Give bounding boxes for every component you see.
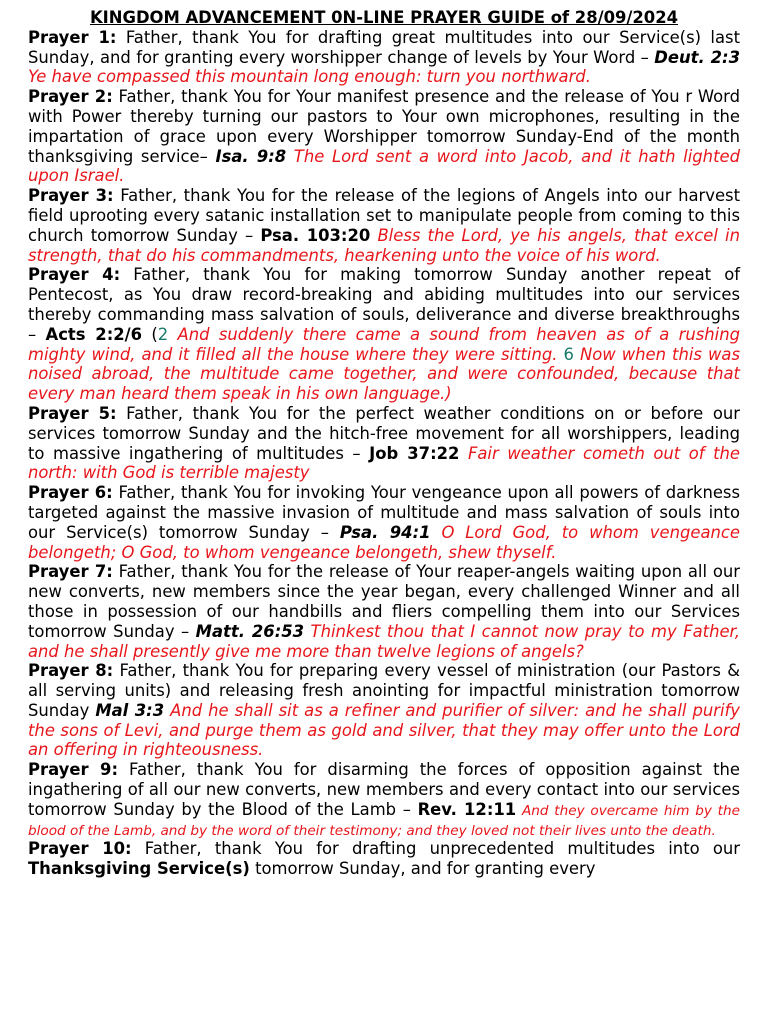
prayer-7	[28, 562, 740, 661]
prayer-5-text: Father, thank You for the perfect weather conditions on or before our services tomorrow Sunday and the hitch-free movement for all worshippers, leading to massive ingathering of multitudes –	[28, 403, 740, 463]
prayer-1	[28, 28, 740, 87]
prayer-8-reference: Mal 3:3	[95, 700, 165, 720]
prayer-8-verse: And he shall sit as a refiner and purifier of silver: and he shall purify the sons of Levi, and purge them as gold and silver, that they may offer unto the Lord an offering in righteousness.	[28, 700, 740, 760]
prayer-4	[28, 265, 740, 404]
prayer-7-text: Father, thank You for the release of Your reaper-angels waiting upon all our new converts, new members since the year began, every challenged Winner and all those in possession of our handbills and fliers compelling them into our Services tomorrow Sunday –	[28, 562, 741, 641]
prayer-4-verse-number-2: 2	[157, 324, 169, 344]
prayer-10-service-name: Thanksgiving Service(s)	[28, 859, 250, 879]
prayer-6-text: Father, thank You for invoking Your vengeance upon all powers of darkness targeted against the massive invasion of multitude and mass salvation of souls into our Service(s) tomorrow Sunday –	[28, 483, 740, 542]
prayer-8-text: Father, thank You for preparing every vessel of ministration (our Pastors & all serving units) and releasing fresh anointing for impactful ministration tomorrow Sunday	[28, 661, 740, 720]
prayer-4-verse-2: And suddenly there came a sound from heaven as of a rushing mighty wind, and it filled all the house where they were sitting.	[28, 324, 740, 364]
prayer-10-label: Prayer 10:	[28, 839, 132, 859]
prayer-4-text: Father, thank You for making tomorrow Sunday another repeat of Pentecost, as You draw record-breaking and abiding multitudes into our services thereby commanding mass salvation of souls, deliverance and diverse breakthroughs –	[28, 265, 740, 344]
prayer-4-reference: Acts 2:2/6	[45, 324, 143, 344]
prayer-4-verse-6: Now when this was noised abroad, the multitude came together, and were confounded, because that every man heard them speak in his own language.)	[28, 344, 740, 404]
page-title: KINGDOM ADVANCEMENT 0N-LINE PRAYER GUIDE of 28/09/2024	[89, 8, 679, 27]
prayer-9-verse: And they overcame him by the blood of the Lamb, and by the word of their testimony; and they loved not their lives unto the death.	[28, 802, 740, 839]
prayer-3-verse: Bless the Lord, ye his angels, that excel in strength, that do his commandments, hearkening unto the voice of his word.	[28, 225, 740, 265]
prayer-9	[28, 760, 740, 839]
prayer-2-reference: Isa. 9:8	[215, 146, 287, 166]
prayer-6	[28, 483, 740, 562]
prayer-4-verse-number-6: 6	[563, 344, 574, 364]
prayer-10-text-end: tomorrow Sunday, and for granting every	[249, 859, 596, 879]
prayer-2-verse: The Lord sent a word into Jacob, and it hath lighted upon Israel.	[28, 146, 740, 186]
prayer-7-reference: Matt. 26:53	[195, 621, 305, 641]
prayer-8-label: Prayer 8:	[28, 661, 114, 681]
prayer-3-label: Prayer 3:	[28, 186, 114, 206]
prayer-6-label: Prayer 6:	[28, 483, 113, 503]
prayer-9-text: Father, thank You for disarming the forces of opposition against the ingathering of all our new converts, new members and every contact into our services tomorrow Sunday by the Blood of the Lamb –	[28, 760, 741, 819]
prayer-2-text: Father, thank You for Your manifest presence and the release of You r Word with Power thereby turning our pastors to Your own microphones, resulting in the impartation of grace upon every Worshipper tomorrow Sunday-End of the month thanksgiving service–	[28, 87, 741, 166]
prayer-6-reference: Psa. 94:1	[339, 522, 431, 542]
prayer-3	[28, 186, 740, 265]
prayer-1-verse: Ye have compassed this mountain long enough: turn you northward.	[28, 67, 591, 87]
prayer-4-label: Prayer 4:	[28, 265, 121, 285]
prayer-1-text: Father, thank You for drafting great multitudes into our Service(s) last Sunday, and for granting every worshipper change of levels by Your Word –	[28, 27, 740, 67]
prayer-3-reference: Psa. 103:20	[260, 225, 371, 245]
prayer-9-reference: Rev. 12:11	[417, 799, 517, 819]
prayer-5-verse: Fair weather cometh out of the north: with God is terrible majesty	[28, 443, 740, 483]
prayer-7-label: Prayer 7:	[28, 562, 113, 582]
prayer-6-verse: O Lord God, to whom vengeance belongeth; O God, to whom vengeance belongeth, shew thyself.	[28, 522, 740, 562]
prayer-2	[28, 87, 740, 186]
prayer-5	[28, 404, 740, 483]
prayer-10	[28, 839, 740, 879]
prayer-5-label: Prayer 5:	[28, 403, 117, 423]
prayer-4-open-paren: (	[142, 324, 158, 344]
prayer-1-reference: Deut. 2:3	[654, 47, 740, 67]
prayer-7-verse: Thinkest thou that I cannot now pray to my Father, and he shall presently give me more than twelve legions of angels?	[28, 621, 740, 661]
prayer-2-label: Prayer 2:	[28, 87, 113, 107]
prayer-8	[28, 661, 740, 760]
prayer-9-label: Prayer 9:	[28, 760, 119, 780]
prayer-1-label: Prayer 1:	[28, 27, 117, 47]
prayer-3-text: Father, thank You for the release of the legions of Angels into our harvest field uprooting every satanic installation set to manipulate people from coming to this church tomorrow Sunday –	[28, 186, 741, 245]
prayer-10-text-start: Father, thank You for drafting unprecedented multitudes into our	[131, 839, 740, 859]
prayer-5-reference: Job 37:22	[369, 443, 460, 463]
